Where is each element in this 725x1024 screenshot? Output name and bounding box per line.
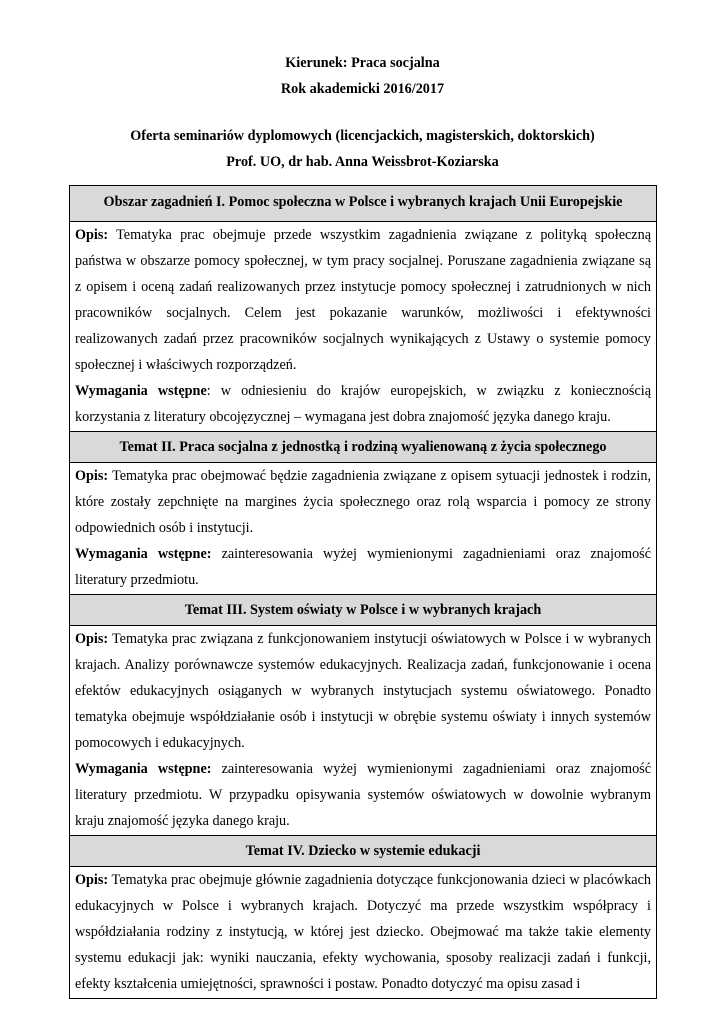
- description-text: Tematyka prac obejmować będzie zagadnienia związane z opisem sytuacji jednostek i rodzin, które zostały zepchnięte na margines życia społecznego oraz rolą wsparcia i pomocy ze strony odpowiednich osób i instytucji.: [75, 468, 651, 536]
- description-text: Tematyka prac obejmuje przede wszystkim zagadnienia związane z polityką społeczną państwa w obszarze pomocy społecznej, w tym pracy socjalnej. Poruszane zagadnienia związane są z opisem i oceną zadań realizowanych przez instytucje pomocy społecznej i zatrudnionych w nich pracowników socjalnych. Celem jest pokazanie warunków, możliwości i efektywności realizowanych zadań przez pracowników socjalnych wynikających z Ustawy o systemie pomocy społecznej i właściwych rozporządzeń.: [75, 227, 651, 373]
- description-paragraph: [75, 867, 651, 997]
- section-title: Obszar zagadnień I. Pomoc społeczna w Polsce i wybranych krajach Unii Europejskie: [70, 186, 656, 222]
- description-label: Opis:: [75, 227, 109, 243]
- section-title: Temat IV. Dziecko w systemie edukacji: [70, 836, 656, 867]
- document-header: [0, 50, 725, 175]
- requirements-label: Wymagania wstępne: [75, 383, 207, 399]
- requirements-paragraph: [75, 756, 651, 834]
- description-text: Tematyka prac obejmuje głównie zagadnienia dotyczące funkcjonowania dzieci w placówkach edukacyjnych w Polsce i wybranych krajach. Dotyczyć ma przede wszystkim współpracy i współdziałania rodziny z instytucją, w której jest dziecko. Obejmować ma także takie elementy systemu edukacji jak: wyniki nauczania, efekty wychowania, sposoby realizacji zadań i funkcji, efekty kształcenia umiejętności, sprawności i postaw. Ponadto dotyczyć ma opisu zasad i: [75, 872, 651, 992]
- description-label: Opis:: [75, 468, 109, 484]
- requirements-label: Wymagania wstępne:: [75, 546, 212, 562]
- requirements-label: Wymagania wstępne:: [75, 761, 212, 777]
- requirements-text: zainteresowania wyżej wymienionymi zagadnieniami oraz znajomość literatury przedmiotu.: [75, 546, 651, 588]
- offer-title: Oferta seminariów dyplomowych (licencjackich, magisterskich, doktorskich): [130, 128, 595, 144]
- section-body: [70, 867, 656, 999]
- field-of-study: Kierunek: Praca socjalna: [285, 55, 440, 71]
- description-paragraph: [75, 222, 651, 378]
- section-body: [70, 222, 656, 432]
- section-body: [70, 463, 656, 595]
- section-body: [70, 626, 656, 836]
- requirements-paragraph: [75, 378, 651, 430]
- section-title: Temat III. System oświaty w Polsce i w wybranych krajach: [70, 595, 656, 626]
- description-label: Opis:: [75, 631, 109, 647]
- section-title: Temat II. Praca socjalna z jednostką i rodziną wyalienowaną z życia społecznego: [70, 432, 656, 463]
- requirements-text: : w odniesieniu do krajów europejskich, w związku z koniecznością korzystania z literatury obcojęzycznej – wymagana jest dobra znajomość języka danego kraju.: [75, 383, 651, 425]
- description-text: Tematyka prac związana z funkcjonowaniem instytucji oświatowych w Polsce i w wybranych krajach. Analizy porównawcze systemów edukacyjnych. Realizacja zadań, funkcjonowanie i ocena efektów edukacyjnych osiąganych w wybranych instytucjach systemu oświatowego. Ponadto tematyka obejmuje współdziałanie osób i instytucji w obrębie systemu oświaty i innych systemów pomocowych i edukacyjnych.: [75, 631, 651, 751]
- requirements-text: zainteresowania wyżej wymienionymi zagadnieniami oraz znajomość literatury przedmiotu. W przypadku opisywania systemów oświatowych w dowolnie wybranym kraju znajomość języka danego kraju.: [75, 761, 651, 829]
- academic-year: Rok akademicki 2016/2017: [280, 81, 445, 97]
- description-label: Opis:: [75, 872, 109, 888]
- description-paragraph: [75, 626, 651, 756]
- seminar-topics-table: [69, 185, 657, 999]
- requirements-paragraph: [75, 541, 651, 593]
- supervisor-name: Prof. UO, dr hab. Anna Weissbrot-Koziarska: [226, 154, 499, 170]
- description-paragraph: [75, 463, 651, 541]
